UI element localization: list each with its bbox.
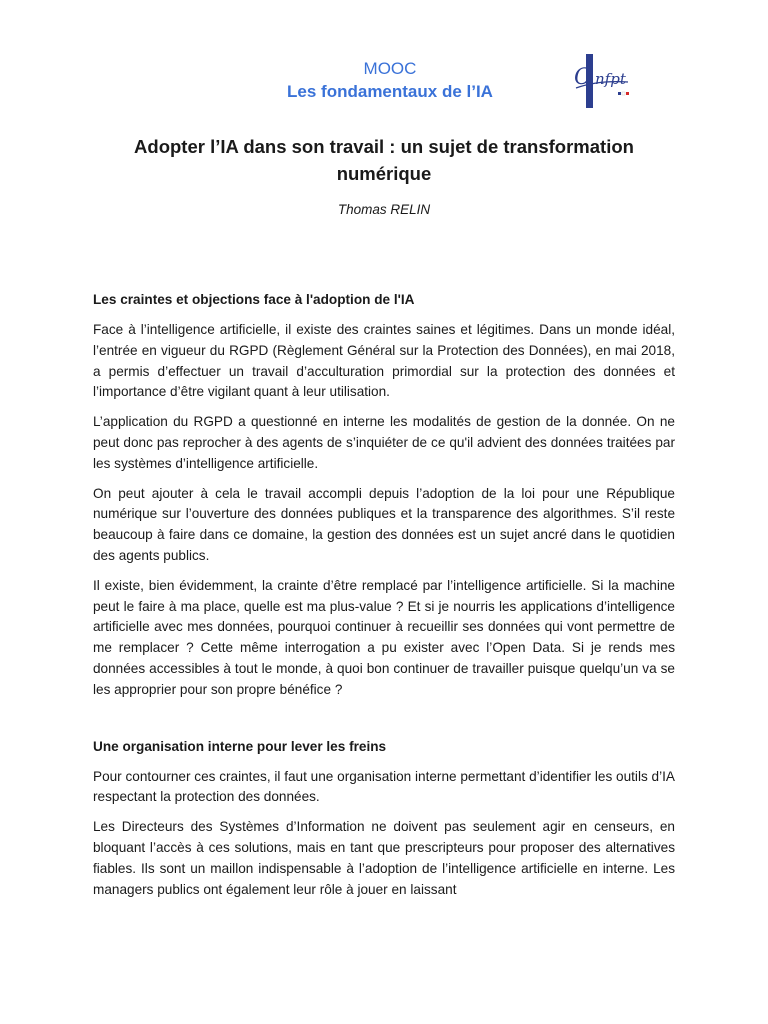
svg-text:nfpt: nfpt [595, 70, 626, 88]
section-spacer [93, 710, 675, 737]
paragraph: On peut ajouter à cela le travail accompli depuis l’adoption de la loi pour une République numérique sur l’ouverture des données publiques et la transparence des algorithmes. S’il reste beaucoup à faire dans ce domaine, la gestion des données est un sujet ancré dans le quotidien des agents publics. [93, 485, 675, 563]
section-heading: Les craintes et objections face à l'adoption de l'IA [93, 292, 415, 307]
document-body [93, 290, 675, 909]
paragraph: Les Directeurs des Systèmes d’Information ne doivent pas seulement agir en censeurs, en bloquant l’accès à ces solutions, mais en tant que prescripteurs pour proposer des alternatives fiables. Ils sont un maillon indispensable à l’adoption de l’intelligence artificielle en interne. Les managers publics ont également leur rôle à jouer en laissant [93, 819, 675, 897]
cnfpt-logo-icon [568, 52, 644, 110]
course-title: Les fondamentaux de l’IA [287, 82, 493, 101]
paragraph: Il existe, bien évidemment, la crainte d’être remplacé par l’intelligence artificielle. Si la machine peut le faire à ma place, quelle est ma plus-value ? Et si je nourris les applications d’intelligence artificielle avec mes données, pourquoi continuer à recueillir ses données qui vont permettre de me remplacer ? Cette même interrogation a pu exister avec l’Open Data. Si je rends mes données accessibles à tout le monde, à quoi bon continuer de travailler puisque quelqu’un va se les approprier pour son propre bénéfice ? [93, 577, 675, 697]
mooc-label: MOOC [363, 59, 417, 78]
paragraph: Face à l’intelligence artificielle, il existe des craintes saines et légitimes. Dans un monde idéal, l’entrée en vigueur du RGPD (Règlement Général sur la Protection des Données), en mai 2018, a permis d’effectuer un travail d’acculturation primordial sur la protection des données et l’importance d’être vigilant quant à leur utilisation. [93, 322, 675, 400]
section-heading: Une organisation interne pour lever les freins [93, 738, 387, 754]
svg-text:C: C [574, 65, 591, 90]
document-author: Thomas RELIN [337, 202, 431, 217]
document-title: Adopter l’IA dans son travail : un sujet de transformation numérique [134, 136, 634, 184]
paragraph: Pour contourner ces craintes, il faut une organisation interne permettant d’identifier les outils d’IA respectant la protection des données. [93, 768, 675, 805]
course-header [200, 58, 580, 104]
paragraph: L’application du RGPD a questionné en interne les modalités de gestion de la donnée. On ne peut donc pas reprocher à des agents de s’inquiéter de ce qu'il advient des données traitées par les systèmes d’intelligence artificielle. [93, 414, 675, 471]
